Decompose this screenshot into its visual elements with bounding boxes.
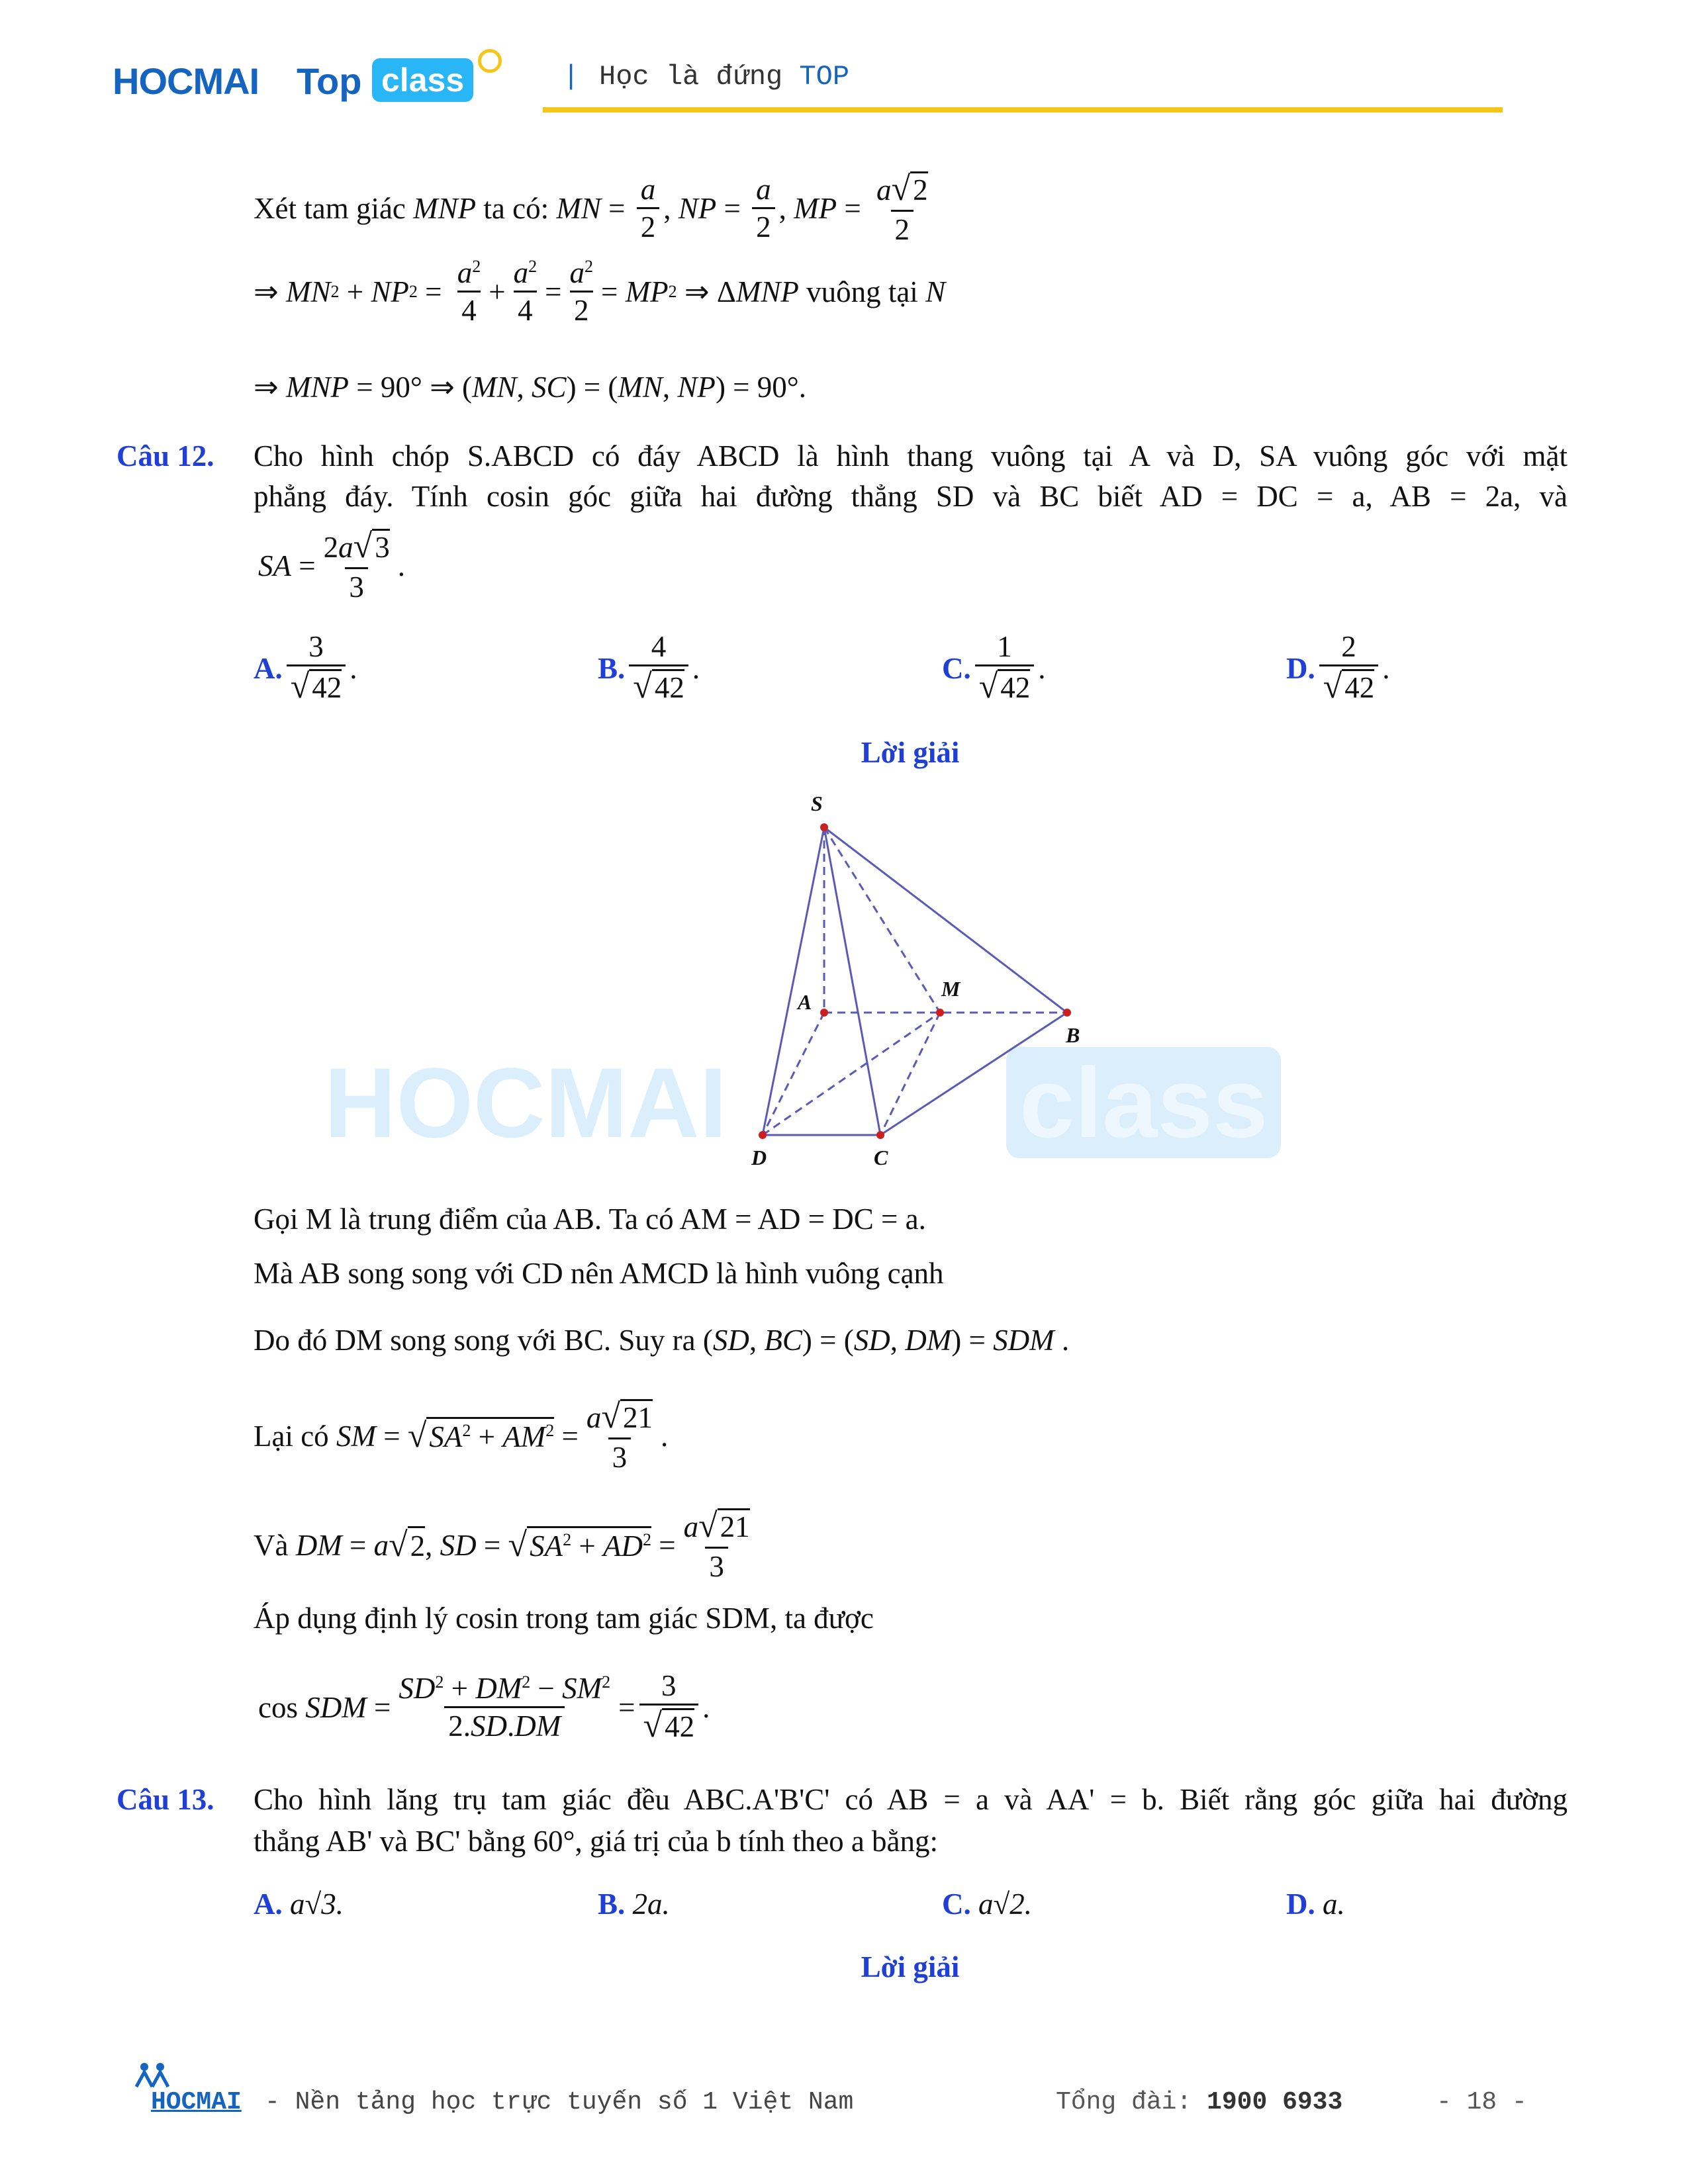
- label-c: C: [874, 1146, 888, 1169]
- logo-class: class: [372, 58, 473, 102]
- footer-logo-icon: [132, 2062, 172, 2088]
- q12-label: Câu 12.: [117, 439, 214, 473]
- logo-gear-icon: [478, 49, 502, 73]
- q12-solution-title: Lời giải: [861, 736, 960, 769]
- pyramid-figure: [741, 784, 1112, 1181]
- q12-line2: phẳng đáy. Tính cosin góc giữa hai đường thẳng SD và BC biết AD = DC = a, AB = 2a, và: [254, 480, 1568, 513]
- q13-label: Câu 13.: [117, 1783, 214, 1816]
- point-d: [759, 1131, 767, 1139]
- logo-top: Top: [297, 60, 362, 102]
- footer-hotline: Tổng đài: 1900 6933: [1056, 2088, 1343, 2116]
- footer-page-number: - 18 -: [1436, 2088, 1527, 2116]
- part1-line3: ⇒ MNP = 90° ⇒ (MN, SC) = (MN, NP) = 90°.: [254, 371, 807, 404]
- header-rule: [543, 107, 1503, 113]
- q12-sol7: cos SDM = $\frac{SD^2 + DM^2 - SM^2}{2.SD.DM}$ = $\frac{3}{√42}$ .: [258, 1668, 710, 1747]
- point-m: [936, 1009, 944, 1017]
- q12-sol3: Do đó DM song song với BC. Suy ra (SD, BC) = (SD, DM) = SDM .: [254, 1324, 1070, 1357]
- label-s: S: [811, 792, 823, 815]
- point-s: [820, 823, 828, 831]
- part1-line2: ⇒ MN 2 + NP 2 = $\frac{a^2}{4}$ + $\frac{a^2}{4}$ = $\frac{a^2}{2}$ = MP 2 ⇒ Δ MNP vuông tại N: [254, 256, 946, 327]
- q13-option-d[interactable]: D. a.: [1286, 1888, 1345, 1921]
- q12-option-a[interactable]: A. $\frac{3}{√42}$ .: [254, 629, 357, 707]
- logo-hocmai: HOCMAI: [113, 60, 259, 102]
- q12-sol1: Gọi M là trung điểm của AB. Ta có AM = AD = DC = a.: [254, 1203, 926, 1236]
- footer-brand[interactable]: HOCMAI: [151, 2088, 242, 2116]
- header-slogan: [599, 61, 849, 93]
- edge-sd: [763, 827, 824, 1135]
- q12-sol6: Áp dụng định lý cosin trong tam giác SDM, ta được: [254, 1602, 874, 1635]
- watermark: HOCMAI class: [324, 1046, 1281, 1160]
- label-d: D: [751, 1146, 767, 1169]
- q13-solution-title: Lời giải: [861, 1950, 960, 1983]
- q13-option-b[interactable]: B. 2a.: [598, 1888, 670, 1921]
- q13-option-c[interactable]: C. a√2.: [942, 1888, 1032, 1921]
- q13-line2: thẳng AB' và BC' bằng 60°, giá trị của b tính theo a bằng:: [254, 1825, 939, 1858]
- q12-sa: SA = $\frac{2a√3}{3}$ .: [258, 527, 405, 604]
- q12-sol5: Và DM = a √ 2 , SD = √ $SA^2 + AD^2$ = $\frac{a√21}{3}$: [254, 1507, 750, 1584]
- footer-tagline: - Nền tảng học trực tuyến số 1 Việt Nam: [265, 2088, 854, 2116]
- label-b: B: [1066, 1023, 1080, 1047]
- q12-option-c[interactable]: C. $\frac{1}{√42}$ .: [942, 629, 1046, 707]
- point-a: [820, 1009, 828, 1017]
- point-b: [1063, 1009, 1071, 1017]
- slogan-prefix: Học là đứng: [599, 61, 783, 93]
- q12-sol2: Mà AB song song với CD nên AMCD là hình vuông cạnh: [254, 1257, 944, 1290]
- point-c: [876, 1131, 884, 1139]
- part1-line1: Xét tam giác MNP ta có: MN = $\frac{a}{2}$ , NP = $\frac{a}{2}$ , MP = $\frac{a√2}{2}$: [254, 170, 928, 247]
- q12-sol4: Lại có SM = √ $SA^2 + AM^2$ = $\frac{a√21}{3}$ .: [254, 1398, 669, 1475]
- q13-line1: Cho hình lăng trụ tam giác đều ABC.A'B'C' có AB = a và AA' = b. Biết rằng góc giữa hai đường: [254, 1783, 1568, 1816]
- header-separator: |: [563, 61, 580, 93]
- edge-dm: [763, 1013, 940, 1135]
- header-logo: [113, 54, 510, 114]
- slogan-top: TOP: [799, 61, 850, 93]
- q12-line1: Cho hình chóp S.ABCD có đáy ABCD là hình thang vuông tại A và D, SA vuông góc với mặt: [254, 439, 1568, 473]
- label-m: M: [941, 977, 961, 1001]
- q13-option-a[interactable]: A. a√3.: [254, 1888, 344, 1921]
- q12-option-b[interactable]: B. $\frac{4}{√42}$ .: [598, 629, 700, 707]
- label-a: A: [798, 990, 812, 1014]
- q12-option-d[interactable]: D. $\frac{2}{√42}$ .: [1286, 629, 1390, 707]
- edge-ad: [763, 1013, 824, 1135]
- edge-cb: [880, 1013, 1067, 1135]
